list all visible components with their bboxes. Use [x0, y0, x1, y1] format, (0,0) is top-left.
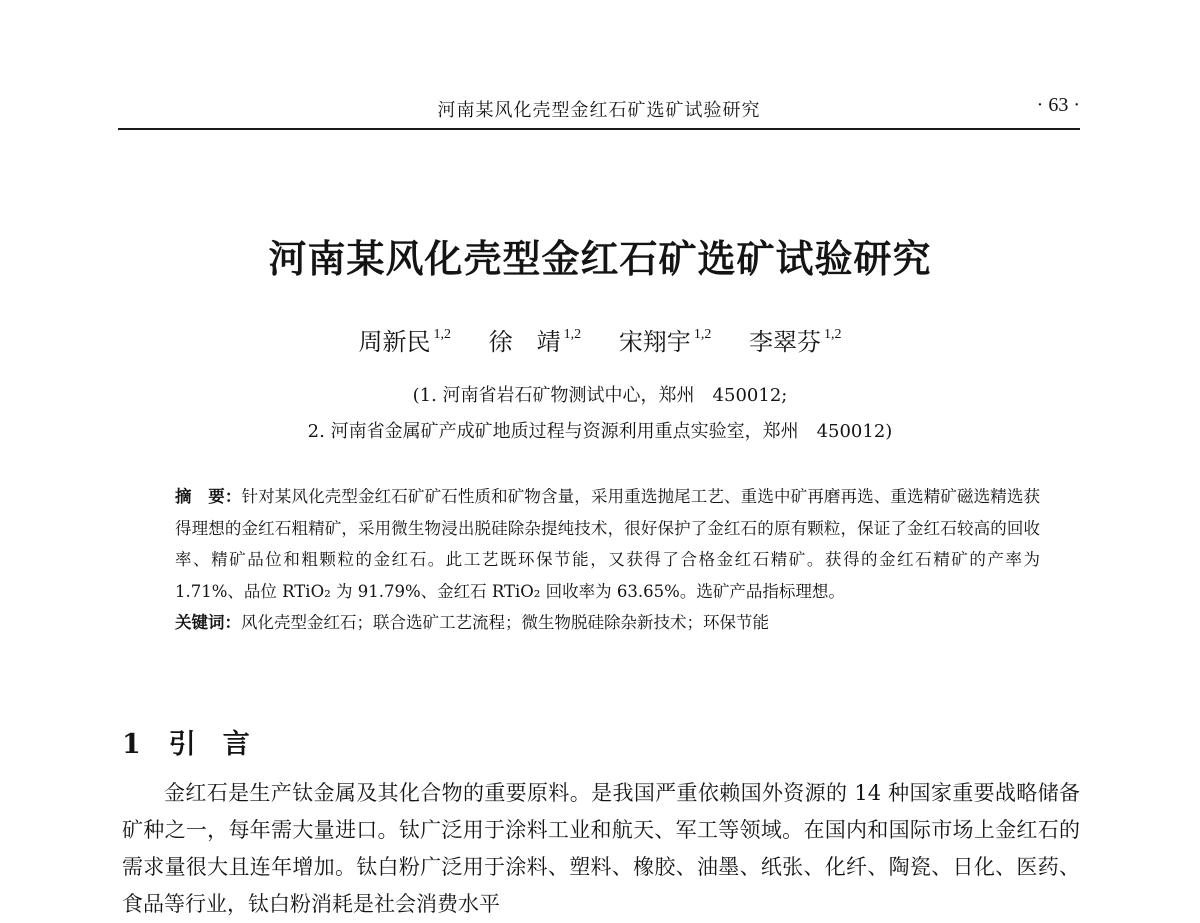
- section-title: 引 言: [168, 729, 250, 760]
- author-list: [0, 322, 1200, 357]
- keywords: [175, 607, 1040, 639]
- keywords-text: 风化壳型金红石；联合选矿工艺流程；微生物脱硅除杂新技术；环保节能: [241, 613, 769, 632]
- abstract-text: 针对某风化壳型金红石矿矿石性质和矿物含量，采用重选抛尾工艺、重选中矿再磨再选、重选精矿磁选精选获得理想的金红石粗精矿，采用微生物浸出脱硅除杂提纯技术，很好保护了金红石的原有颗粒，保证了金红石较高的回收率、精矿品位和粗颗粒的金红石。此工艺既环保节能，又获得了合格金红石精矿。获得的金红石精矿的产率为 1.71%、品位 RTiO₂ 为 91.79%、金红石 RTiO₂ 回收率为 63.65%。选矿产品指标理想。: [175, 487, 1041, 601]
- author-1: [359, 322, 452, 357]
- keywords-label: 关键词：: [175, 613, 241, 632]
- abstract: [175, 481, 1040, 607]
- author-affiliation-mark: 1,2: [693, 327, 712, 342]
- affiliation-1: (1. 河南省岩石矿物测试中心，郑州 450012;: [412, 385, 788, 406]
- body-text: [122, 775, 1080, 923]
- section-number: 1: [122, 729, 141, 760]
- author-4: [749, 322, 842, 357]
- author-3: [619, 322, 712, 357]
- section-heading: [122, 722, 250, 761]
- affiliation-2: 2. 河南省金属矿产成矿地质过程与资源利用重点实验室，郑州 450012): [307, 421, 893, 442]
- author-affiliation-mark: 1,2: [563, 327, 582, 342]
- abstract-block: [175, 481, 1040, 639]
- author-name: 宋翔宇: [618, 328, 691, 356]
- abstract-label: 摘 要：: [175, 487, 242, 506]
- author-name: 徐 靖: [488, 328, 561, 356]
- author-name: 周新民: [358, 328, 431, 356]
- page-number: · 63 ·: [1036, 94, 1080, 116]
- author-affiliation-mark: 1,2: [433, 327, 452, 342]
- running-header: [118, 88, 1080, 130]
- author-2: [489, 322, 582, 357]
- running-title: 河南某风化壳型金红石矿选矿试验研究: [437, 100, 761, 121]
- paper-title: 河南某风化壳型金红石矿选矿试验研究: [268, 236, 932, 281]
- author-name: 李翠芬: [748, 328, 821, 356]
- affiliations: [0, 378, 1200, 450]
- author-affiliation-mark: 1,2: [823, 327, 842, 342]
- body-paragraph: 金红石是生产钛金属及其化合物的重要原料。是我国严重依赖国外资源的 14 种国家重要战略储备矿种之一，每年需大量进口。钛广泛用于涂料工业和航天、军工等领域。在国内和国际市场上金红石的需求量很大且连年增加。钛白粉广泛用于涂料、塑料、橡胶、油墨、纸张、化纤、陶瓷、日化、医药、食品等行业，钛白粉消耗是社会消费水平: [122, 781, 1080, 916]
